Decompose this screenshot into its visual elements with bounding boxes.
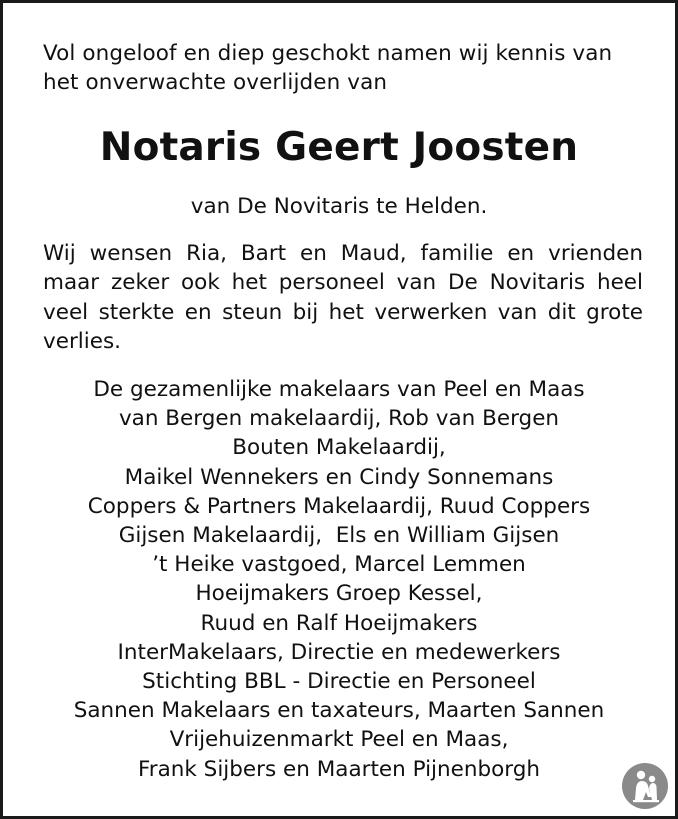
signer-line: Maikel Wennekers en Cindy Sonnemans: [124, 464, 554, 490]
signers-list: [3, 375, 675, 784]
signer-line: Hoeijmakers Groep Kessel,: [195, 581, 483, 607]
signer-line: Bouten Makelaardij,: [232, 435, 446, 461]
signer-line: Gijsen Makelaardij, Els en William Gijsen: [118, 523, 560, 549]
condolence-text: Wij wensen Ria, Bart en Maud, familie en vrienden maar zeker ook het personeel van De Novitaris heel veel sterkte en steun bij het verwerken van dit grote verlies.: [43, 241, 643, 354]
signer-line: Vrijehuizenmarkt Peel en Maas,: [169, 727, 509, 753]
signer-line: van Bergen makelaardij, Rob van Bergen: [118, 406, 560, 432]
signer-line: Stichting BBL - Directie en Personeel: [142, 669, 536, 695]
mourning-figure-icon: [621, 762, 669, 810]
signer-line: ’t Heike vastgoed, Marcel Lemmen: [152, 552, 526, 578]
signer-line: Coppers & Partners Makelaardij, Ruud Coppers: [87, 493, 591, 519]
signer-line: InterMakelaars, Directie en medewerkers: [117, 639, 561, 665]
signer-line: De gezamenlijke makelaars van Peel en Maas: [93, 377, 585, 402]
deceased-name: Notaris Geert Joosten: [99, 125, 579, 170]
signer-line: Frank Sijbers en Maarten Pijnenborgh: [137, 756, 541, 782]
signer-line: Ruud en Ralf Hoeijmakers: [200, 610, 478, 636]
affiliation-text: van De Novitaris te Helden.: [190, 194, 488, 219]
intro-text: Vol ongeloof en diep geschokt namen wij kennis van het onverwachte overlijden van: [43, 41, 613, 95]
signer-line: Sannen Makelaars en taxateurs, Maarten Sannen: [73, 698, 605, 724]
